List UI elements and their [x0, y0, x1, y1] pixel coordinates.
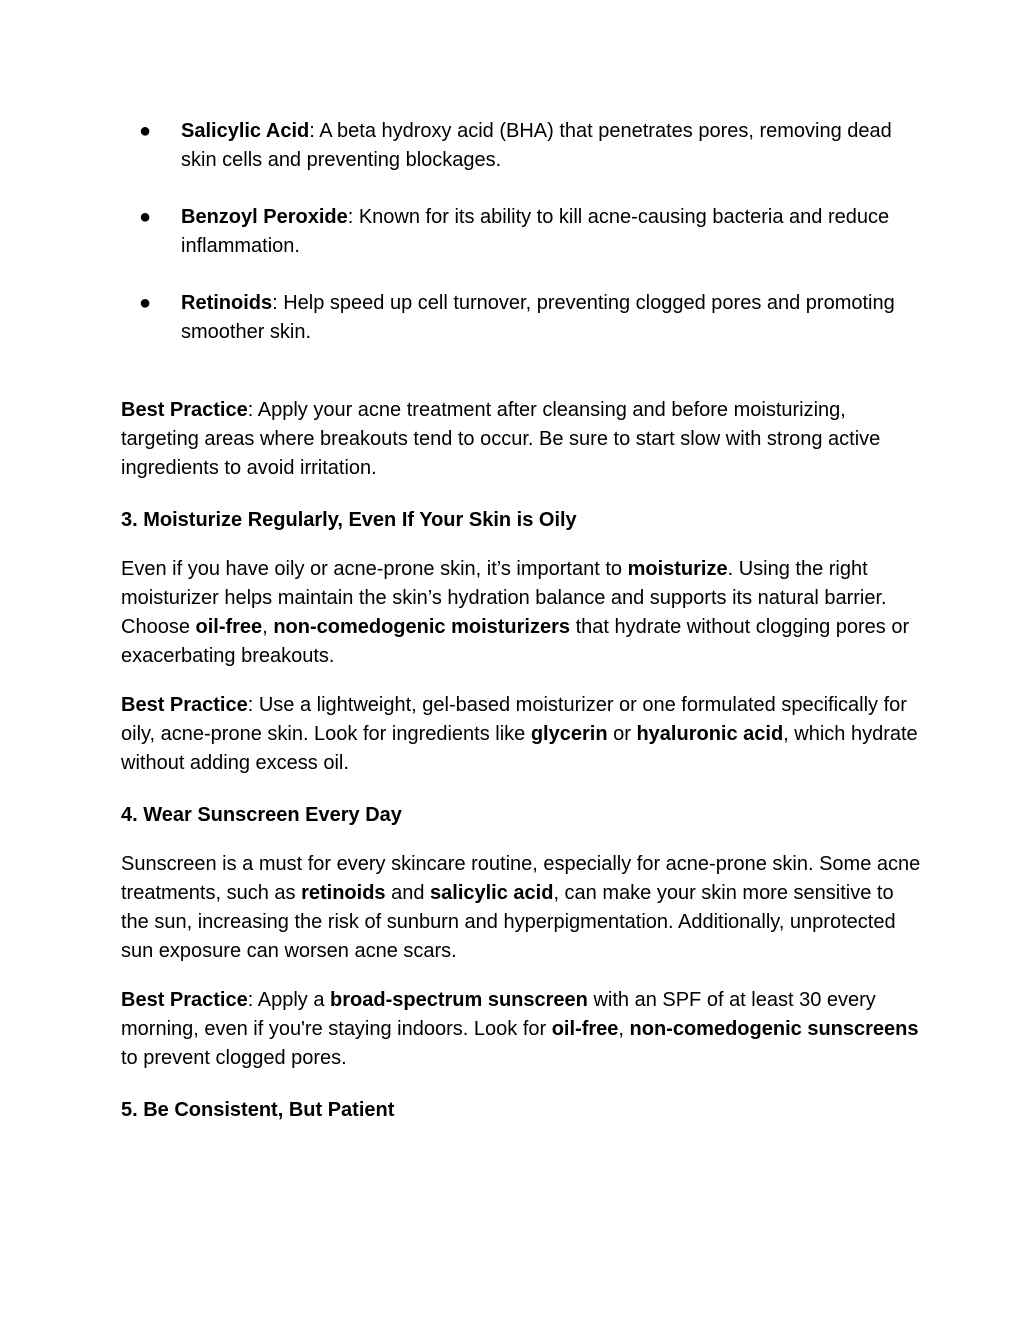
- text-run: ,: [618, 1018, 630, 1040]
- text-run: that hydrate without clogging pores or exacerbating breakouts.: [121, 616, 910, 667]
- ingredient-list: [121, 117, 924, 347]
- text-run: , can make your skin more sensitive to the sun, increasing the risk of sunburn and hyperpigmentation. Additionally, unprotected sun exposure can worsen acne scars.: [121, 882, 896, 962]
- list-item: [121, 203, 924, 261]
- best-practice-paragraph: [121, 986, 924, 1073]
- bullet-icon: ●: [139, 292, 152, 314]
- text-run: Even if you have oily or acne-prone skin, it’s important to: [121, 558, 628, 580]
- ingredient-term: Salicylic Acid: [181, 120, 310, 142]
- bold-run: retinoids: [301, 882, 386, 904]
- bold-run: hyaluronic acid: [636, 723, 784, 745]
- text-run: ,: [262, 616, 274, 638]
- bold-run: glycerin: [530, 723, 608, 745]
- ingredient-description: : Known for its ability to kill acne-causing bacteria and reduce inflammation.: [181, 206, 890, 257]
- text-run: or: [607, 723, 637, 745]
- moisturize-paragraph: [121, 555, 924, 671]
- list-item: [121, 117, 924, 175]
- bullet-icon: ●: [139, 206, 152, 228]
- bullet-icon: ●: [139, 120, 152, 142]
- section-heading-consistency: 5. Be Consistent, But Patient: [121, 1099, 395, 1121]
- bold-run: non-comedogenic moisturizers: [273, 616, 571, 638]
- bold-run: oil-free: [551, 1018, 619, 1040]
- text-run: : Apply a: [247, 989, 331, 1011]
- ingredient-description: : A beta hydroxy acid (BHA) that penetrates pores, removing dead skin cells and preventing blockages.: [181, 120, 892, 171]
- sunscreen-paragraph: [121, 850, 924, 966]
- list-item: [121, 289, 924, 347]
- best-practice-label: Best Practice: [121, 694, 248, 716]
- text-run: with an SPF of at least 30 every morning, even if you're staying indoors. Look for: [121, 989, 876, 1040]
- best-practice-paragraph: [121, 691, 924, 778]
- bold-run: broad-spectrum sunscreen: [330, 989, 588, 1011]
- best-practice-text: : Apply your acne treatment after cleansing and before moisturizing, targeting areas where breakouts tend to occur. Be sure to start slow with strong active ingredients to avoid irritation.: [121, 399, 881, 479]
- bold-run: moisturize: [627, 558, 728, 580]
- best-practice-label: Best Practice: [121, 989, 248, 1011]
- section-heading-moisturize: 3. Moisturize Regularly, Even If Your Skin is Oily: [121, 509, 577, 531]
- bold-run: oil-free: [195, 616, 263, 638]
- text-run: . Using the right moisturizer helps maintain the skin’s hydration balance and supports its natural barrier. Choose: [121, 558, 887, 638]
- text-run: : Use a lightweight, gel-based moisturizer or one formulated specifically for oily, acne-prone skin. Look for ingredients like: [121, 694, 907, 745]
- ingredient-description: : Help speed up cell turnover, preventing clogged pores and promoting smoother skin.: [181, 292, 895, 343]
- text-run: , which hydrate without adding excess oil.: [121, 723, 918, 774]
- best-practice-paragraph: [121, 396, 924, 483]
- text-run: to prevent clogged pores.: [121, 1047, 347, 1069]
- ingredient-term: Retinoids: [181, 292, 273, 314]
- text-run: Sunscreen is a must for every skincare routine, especially for acne-prone skin. Some acne treatments, such as: [121, 853, 921, 904]
- ingredient-term: Benzoyl Peroxide: [181, 206, 348, 228]
- bold-run: non-comedogenic sunscreens: [629, 1018, 919, 1040]
- text-run: and: [385, 882, 431, 904]
- section-heading-sunscreen: 4. Wear Sunscreen Every Day: [121, 804, 402, 826]
- best-practice-label: Best Practice: [121, 399, 248, 421]
- bold-run: salicylic acid: [430, 882, 554, 904]
